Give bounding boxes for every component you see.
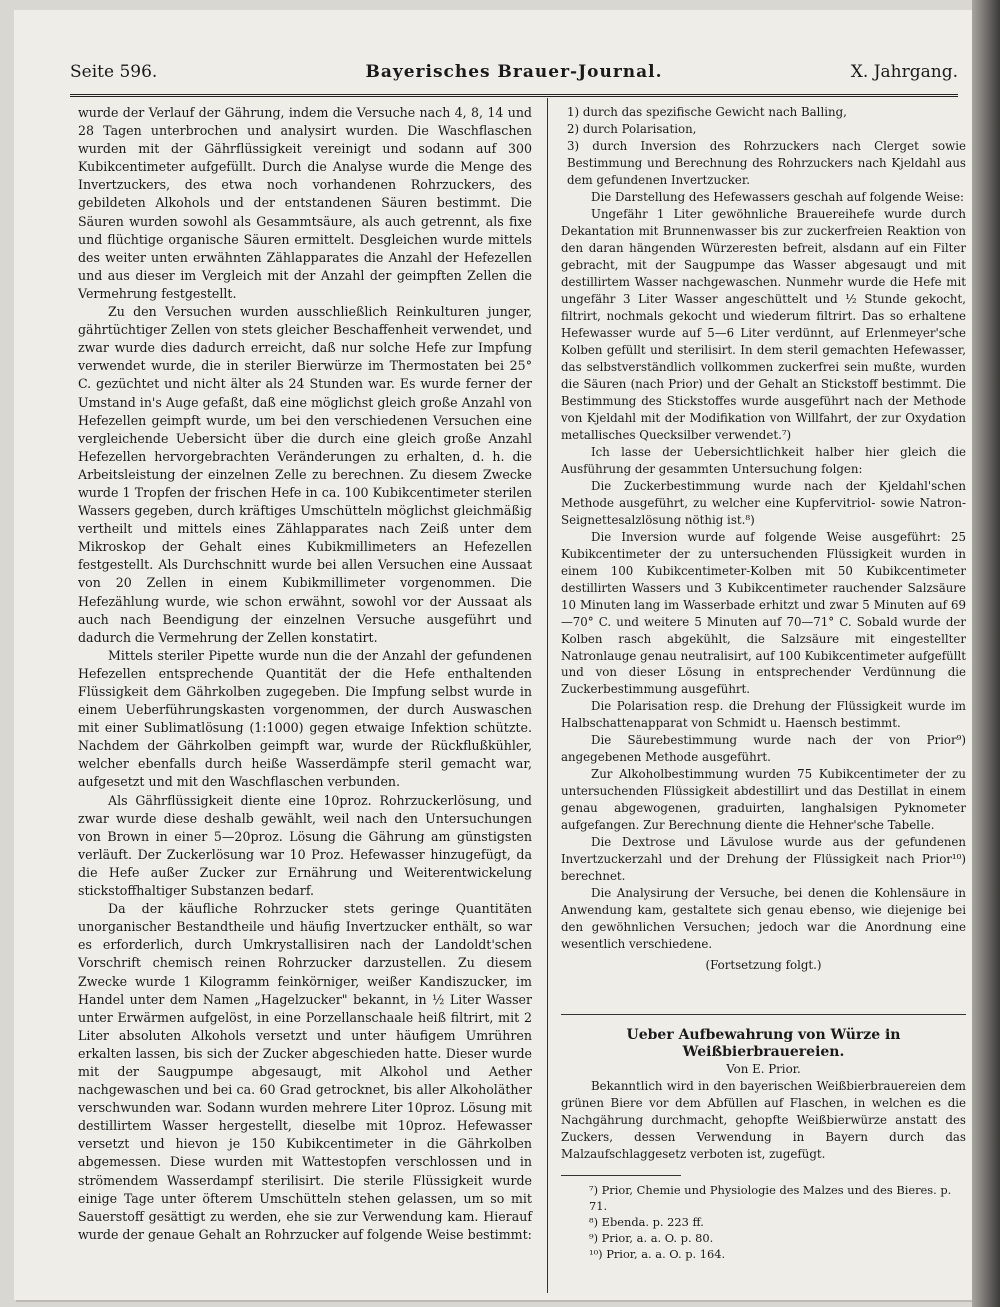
method-list: [561, 104, 966, 189]
paragraph: Die Inversion wurde auf folgende Weise ausgeführt: 25 Kubikcentimeter der zu untersuchenden Flüssigkeit wurden in einem 100 Kubikcentimeter-Kolben mit 50 Kubikcentimeter destillirten Wassers und 3 Kubikcentimeter rauchender Salzsäure 10 Minuten lang im Wasserbade erhitzt und zwar 5 Minuten auf 69—70° C. und weitere 5 Minuten auf 70—71° C. Sobald wurde der Kolben rasch abgekühlt, die Salzsäure mit eingestellter Natronlauge genau neutralisirt, auf 100 Kubikcentimeter aufgefüllt und von dieser Lösung in entsprechender Verdünnung die Zuckerbestimmung ausgeführt.: [561, 529, 966, 697]
paragraph: Zur Alkoholbestimmung wurden 75 Kubikcentimeter der zu untersuchenden Flüssigkeit abdestillirt und das Destillat in einem genau abgewogenen, graduirten, langhalsigen Pyknometer aufgefangen. Zur Berechnung diente die Hehner'sche Tabelle.: [561, 767, 966, 833]
paragraph: Mittels steriler Pipette wurde nun die der Anzahl der gefundenen Hefezellen entsprechende Quantität der die Hefe enthaltenden Flüssigkeit dem Gährkolben zugegeben. Die Impfung selbst wurde in einem Ueberführungskasten vorgenommen, der durch Auswaschen mit einer Sublimatlösung (1:1000) gegen etwaige Infektion schützte. Nachdem der Gährkolben geimpft war, wurde der Rückflußkühler, welcher ebenfalls durch heiße Wasserdämpfe steril gemacht war, aufgesetzt und mit den Waschflaschen verbunden.: [78, 647, 532, 790]
paragraph: Die Säurebestimmung wurde nach der von Prior⁹) angegebenen Methode ausgeführt.: [561, 733, 966, 765]
paragraph: Ich lasse der Uebersichtlichkeit halber hier gleich die Ausführung der gesammten Untersuchung folgen:: [561, 444, 966, 476]
continuation-note: (Fortsetzung folgt.): [705, 958, 822, 973]
footnote: ⁷) Prior, Chemie und Physiologie des Malzes und des Bieres. p. 71.: [589, 1183, 952, 1214]
article-title: Ueber Aufbewahrung von Würze in Weißbierbrauereien.: [561, 1014, 966, 1061]
list-item: 1) durch das spezifische Gewicht nach Balling,: [567, 105, 847, 119]
list-item: 3) durch Inversion des Rohrzuckers nach Clerget sowie Bestimmung und Berechnung des Rohrzuckers nach Kjeldahl aus dem gefundenen Invertzucker.: [567, 138, 966, 187]
column-divider: [547, 98, 548, 1293]
footnote-rule: [561, 1175, 681, 1176]
volume-label: X. Jahrgang.: [850, 62, 958, 82]
article-byline: Von E. Prior.: [726, 1062, 801, 1077]
right-column: [561, 104, 966, 1262]
footnote: ⁸) Ebenda. p. 223 ff.: [589, 1215, 704, 1230]
list-item: 2) durch Polarisation,: [567, 121, 697, 136]
paragraph: Die Analysirung der Versuche, bei denen die Kohlensäure in Anwendung kam, gestaltete sich genau ebenso, wie diejenige bei den gewöhnlichen Versuchen; jedoch war die Anordnung eine wesentlich verschiedene.: [561, 886, 966, 952]
paragraph: wurde der Verlauf der Gährung, indem die Versuche nach 4, 8, 14 und 28 Tagen unterbrochen und analysirt wurden. Die Waschflaschen wurden mit der Gährflüssigkeit vereinigt und sodann auf 300 Kubikcentimeter aufgefüllt. Durch die Analyse wurde die Menge des Invertzuckers, des etwa noch vorhandenen Rohrzuckers, des gebildeten Alkohols und der entstandenen Säuren bestimmt. Die Säuren wurden sowohl als Gesammtsäure, als auch getrennt, als fixe und flüchtige organische Säuren ermittelt. Desgleichen wurde mittels des weiter unten erwähnten Zählapparates die Anzahl der Hefezellen und aus dieser im Vergleich mit der Anzahl der geimpften Zellen die Vermehrung festgestellt.: [78, 105, 532, 301]
paragraph: Die Darstellung des Hefewassers geschah auf folgende Weise:: [591, 189, 965, 204]
page-header: [70, 62, 958, 88]
header-rule: [70, 94, 958, 97]
footnote: ⁹) Prior, a. a. O. p. 80.: [589, 1231, 714, 1246]
paragraph: Da der käufliche Rohrzucker stets geringe Quantitäten unorganischer Bestandtheile und häufig Invertzucker enthält, so war es erforderlich, durch Umkrystallisiren nach der Landoldt'schen Vorschrift chemisch reinen Rohrzucker darzustellen. Zu diesem Zwecke wurde 1 Kilogramm feinkörniger, weißer Kandiszucker, im Handel unter dem Namen „Hagelzucker" bekannt, in ½ Liter Wasser unter Erwärmen aufgelöst, in eine Porzellanschaale heiß filtrirt, mit 2 Liter absoluten Alkohols versetzt und unter häufigem Umrühren erkalten lassen, bis sich der Zucker abgeschieden hatte. Dieser wurde mit der Saugpumpe abgesaugt, mit Alkohol und Aether nachgewaschen und bei ca. 60 Grad getrocknet, bis aller Alkoholäther verschwunden war. Sodann wurden mehrere Liter 10proz. Lösung mit destillirtem Wasser hergestellt, dieselbe mit 10proz. Hefewasser versetzt und hievon je 150 Kubikcentimeter in die Gährkolben abgemessen. Diese wurden mit Wattestopfen verschlossen und in strömendem Wasserdampf sterilisirt. Die sterile Flüssigkeit wurde einige Tage unter öfterem Umschütteln stehen gelassen, um so mit Sauerstoff gesättigt zu werden, ehe sie zur Verwendung kam. Hierauf wurde der genaue Gehalt an Rohrzucker auf folgende Weise bestimmt:: [78, 901, 532, 1242]
left-column: [78, 104, 532, 1244]
binding-gutter: [972, 0, 1000, 1307]
footnote: ¹⁰) Prior, a. a. O. p. 164.: [589, 1247, 726, 1262]
article-text: Bekanntlich wird in den bayerischen Weißbierbrauereien dem grünen Biere vor dem Abfüllen auf Flaschen, in welchen es die Nachgährung durchmacht, gehopfte Weißbierwürze anstatt des Zuckers, dessen Verwendung in Bayern durch das Malzaufschlaggesetz verboten ist, zugefügt.: [561, 1079, 966, 1162]
paragraph: Zu den Versuchen wurden ausschließlich Reinkulturen junger, gährtüchtiger Zellen von stets gleicher Beschaffenheit verwendet, und zwar wurde dies dadurch erreicht, daß nur solche Hefe zur Impfung verwendet wurde, die in steriler Bierwürze im Thermostaten bei 25° C. gezüchtet und nicht älter als 24 Stunden war. Es wurde ferner der Umstand in's Auge gefaßt, daß eine möglichst gleich große Anzahl von Hefezellen geimpft wurde, um bei den verschiedenen Versuchen eine vergleichende Uebersicht über die durch eine gleich große Anzahl Hefezellen hervorgebrachten Veränderungen zu erhalten, d. h. die Arbeitsleistung der einzelnen Zelle zu berechnen. Zu diesem Zwecke wurde 1 Tropfen der frischen Hefe in ca. 100 Kubikcentimeter sterilen Wassers gegeben, durch kräftiges Umschütteln möglichst gleichmäßig vertheilt und mittels eines Zählapparates nach Zeiß unter dem Mikroskop der Gehalt eines Kubikmillimeters an Hefezellen festgestellt. Als Durchschnitt wurde bei allen Versuchen eine Aussaat von 20 Zellen in einem Kubikmillimeter vorgenommen. Die Hefezählung wurde, wie schon erwähnt, sowohl vor der Aussaat als auch nach Beendigung der einzelnen Versuche ausgeführt und dadurch die Vermehrung der Zellen konstatirt.: [78, 304, 532, 645]
paragraph: Die Zuckerbestimmung wurde nach der Kjeldahl'schen Methode ausgeführt, zu welcher eine Kupfervitriol- sowie Natron-Seignettesalzlösung nöthig ist.⁸): [561, 478, 966, 527]
paragraph: Die Polarisation resp. die Drehung der Flüssigkeit wurde im Halbschattenapparat von Schmidt u. Haensch bestimmt.: [561, 699, 966, 731]
paragraph: Die Dextrose und Lävulose wurde aus der gefundenen Invertzuckerzahl und der Drehung der Flüssigkeit nach Prior¹⁰) berechnet.: [561, 835, 966, 884]
journal-title: Bayerisches Brauer-Journal.: [365, 62, 663, 82]
paragraph: Ungefähr 1 Liter gewöhnliche Brauereihefe wurde durch Dekantation mit Brunnenwasser bis zur zuckerfreien Reaktion von den daran hängenden Würzeresten befreit, alsdann auf ein Filter gebracht, mit der Saugpumpe das Wasser abgesaugt und mit destillirtem Wasser nachgewaschen. Nunmehr wurde die Hefe mit ungefähr 3 Liter Wasser angeschüttelt und ½ Stunde gekocht, filtrirt, nochmals gekocht und wiederum filtrirt. Das so erhaltene Hefewasser wurde auf 5—6 Liter verdünnt, auf Erlenmeyer'sche Kolben gefüllt und sterilisirt. In dem steril gemachten Hefewasser, das selbstverständlich vollkommen zuckerfrei sein mußte, wurden die Säuren (nach Prior) und der Gehalt an Stickstoff bestimmt. Die Bestimmung des Stickstoffes wurde ausgeführt nach der Methode von Kjeldahl mit der Modifikation von Willfahrt, der zur Oxydation metallisches Quecksilber verwendet.⁷): [561, 206, 966, 442]
paragraph: Als Gährflüssigkeit diente eine 10proz. Rohrzuckerlösung, und zwar wurde diese deshalb gewählt, weil nach den Untersuchungen von Brown in einer 5—20proz. Lösung die Gährung am günstigsten verläuft. Der Zuckerlösung war 10 Proz. Hefewasser hinzugefügt, da die Hefe außer Zucker zur Ernährung und Weiterentwickelung stickstoffhaltiger Substanzen bedarf.: [78, 792, 532, 899]
page-number: Seite 596.: [70, 62, 158, 82]
